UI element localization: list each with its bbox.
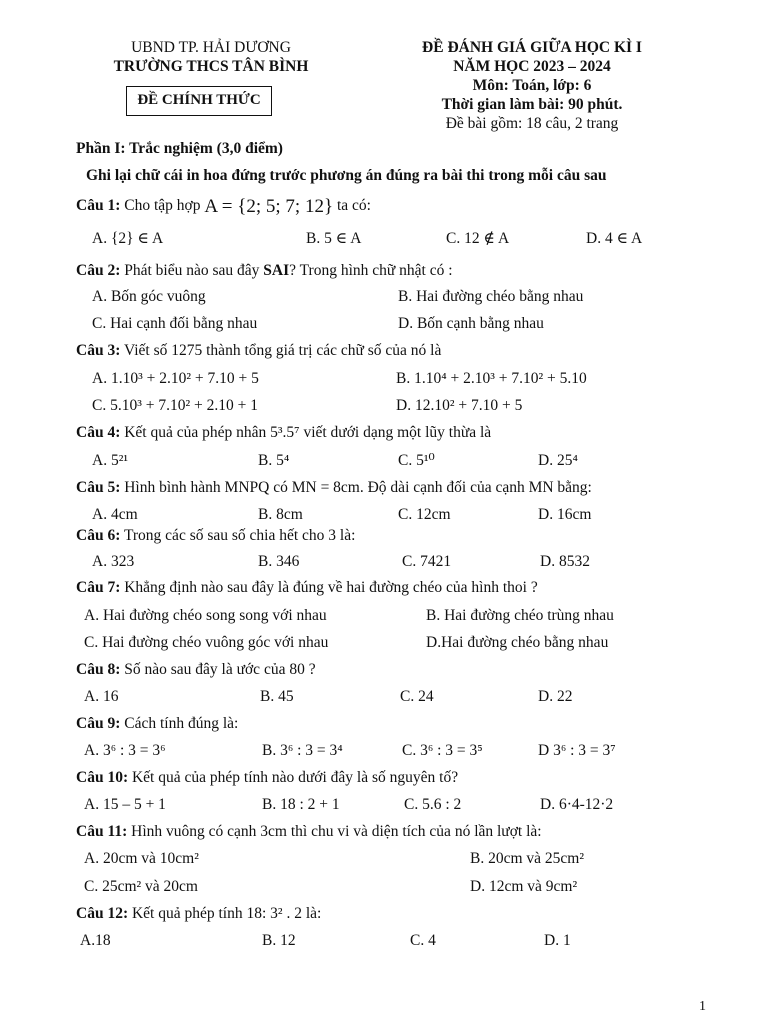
- exam-duration: Thời gian làm bài: 90 phút.: [441, 96, 623, 113]
- question-2-options-row2: [0, 313, 768, 335]
- option-c: C. 24: [400, 688, 434, 705]
- option-c: C. 12cm: [398, 506, 451, 523]
- option-a: A. 323: [92, 553, 135, 570]
- question-10-stem: Câu 10: Kết quả của phép tính nào dưới đây là số nguyên tố?: [76, 769, 459, 786]
- option-c: C. Hai cạnh đối bằng nhau: [92, 315, 258, 332]
- subject-grade: Môn: Toán, lớp: 6: [472, 77, 592, 94]
- question-6-stem: Câu 6: Trong các số sau số chia hết cho 3 là:: [76, 527, 356, 544]
- question-label: Câu 11:: [76, 823, 128, 840]
- option-b: B. 20cm và 25cm²: [470, 850, 584, 867]
- question-9-options: [0, 740, 768, 762]
- section-title-row: [0, 138, 768, 160]
- option-a: A. Hai đường chéo song song với nhau: [84, 607, 327, 624]
- page-number: 1: [699, 999, 706, 1014]
- option-b: B. 346: [258, 553, 300, 570]
- question-3: [0, 340, 768, 362]
- option-a: A. {2} ∈ A: [92, 230, 164, 247]
- option-a: A. 3⁶ : 3 = 3⁶: [84, 742, 166, 759]
- question-11-options-row1: [0, 848, 768, 870]
- question-7: [0, 577, 768, 599]
- option-c: C. Hai đường chéo vuông góc với nhau: [84, 634, 329, 651]
- question-label: Câu 1:: [76, 197, 121, 214]
- option-c: C. 7421: [402, 553, 452, 570]
- question-5-stem: Câu 5: Hình bình hành MNPQ có MN = 8cm. Độ dài cạnh đối của cạnh MN bằng:: [76, 479, 592, 496]
- question-12: [0, 903, 768, 925]
- question-8: [0, 659, 768, 681]
- option-a: A. Bốn góc vuông: [92, 288, 206, 305]
- question-7-options-row1: [0, 605, 768, 627]
- option-c: C. 3⁶ : 3 = 3⁵: [402, 742, 483, 759]
- option-c: C. 12 ∉ A: [446, 230, 510, 247]
- school-name: TRƯỜNG THCS TÂN BÌNH: [113, 58, 309, 75]
- option-b: B. 1.10⁴ + 2.10³ + 7.10² + 5.10: [396, 370, 587, 387]
- option-c: C. 25cm² và 20cm: [84, 878, 198, 895]
- exam-title: ĐỀ ĐÁNH GIÁ GIỮA HỌC KÌ I: [422, 39, 642, 56]
- option-d: D. 22: [538, 688, 573, 705]
- option-d: D. 6·4-12·2: [540, 796, 614, 813]
- option-a: A. 15 – 5 + 1: [84, 796, 166, 813]
- question-9-stem: Câu 9: Cách tính đúng là:: [76, 715, 239, 732]
- option-c: C. 4: [410, 932, 436, 949]
- question-9: [0, 713, 768, 735]
- question-label: Câu 6:: [76, 527, 121, 544]
- question-8-stem: Câu 8: Số nào sau đây là ước của 80 ?: [76, 661, 316, 678]
- question-10-options: [0, 794, 768, 816]
- option-c: C. 5¹⁰: [398, 452, 435, 469]
- question-11: [0, 821, 768, 843]
- option-d: D 3⁶ : 3 = 3⁷: [538, 742, 616, 759]
- option-a: A. 1.10³ + 2.10² + 7.10 + 5: [92, 370, 259, 387]
- question-label: Câu 12:: [76, 905, 129, 922]
- option-a: A. 20cm và 10cm²: [84, 850, 199, 867]
- question-12-options: [0, 930, 768, 952]
- question-1: [0, 195, 768, 217]
- question-6: [0, 525, 768, 547]
- option-d: D. 1: [544, 932, 571, 949]
- option-d: D. 12.10² + 7.10 + 5: [396, 397, 523, 414]
- header-left: [70, 38, 352, 76]
- instruction-row: [0, 165, 768, 187]
- option-c: C. 5.6 : 2: [404, 796, 462, 813]
- option-b: B. 5⁴: [258, 452, 290, 469]
- question-8-options: [0, 686, 768, 708]
- option-b: B. 5 ∈ A: [306, 230, 362, 247]
- question-2-stem: Câu 2: Phát biểu nào sau đây SAI? Trong hình chữ nhật có :: [76, 262, 453, 279]
- question-11-stem: Câu 11: Hình vuông có cạnh 3cm thì chu vi và diện tích của nó lần lượt là:: [76, 823, 542, 840]
- option-b: B. 3⁶ : 3 = 3⁴: [262, 742, 343, 759]
- header-right: [382, 38, 682, 133]
- question-3-options-row1: [0, 368, 768, 390]
- option-a: A.18: [80, 932, 111, 949]
- option-d: D.Hai đường chéo bằng nhau: [426, 634, 609, 651]
- option-d: D. Bốn cạnh bằng nhau: [398, 315, 544, 332]
- question-label: Câu 5:: [76, 479, 121, 496]
- authority-name: UBND TP. HẢI DƯƠNG: [131, 39, 291, 56]
- option-c: C. 5.10³ + 7.10² + 2.10 + 1: [92, 397, 258, 414]
- question-label: Câu 9:: [76, 715, 121, 732]
- question-1-stem: Câu 1: Cho tập hợp A = {2; 5; 7; 12} ta có:: [76, 196, 371, 217]
- question-10: [0, 767, 768, 789]
- option-b: B. 12: [262, 932, 296, 949]
- question-1-options: [0, 228, 768, 250]
- exam-structure: Đề bài gồm: 18 câu, 2 trang: [445, 115, 619, 132]
- question-label: Câu 7:: [76, 579, 121, 596]
- school-year: NĂM HỌC 2023 – 2024: [453, 58, 611, 75]
- option-b: B. Hai đường chéo trùng nhau: [426, 607, 614, 624]
- option-d: D. 12cm và 9cm²: [470, 878, 578, 895]
- option-a: A. 16: [84, 688, 119, 705]
- question-7-stem: Câu 7: Khẳng định nào sau đây là đúng về hai đường chéo của hình thoi ?: [76, 579, 538, 596]
- question-4-stem: Câu 4: Kết quả của phép nhân 5³.5⁷ viết dưới dạng một lũy thừa là: [76, 424, 492, 441]
- option-a: A. 4cm: [92, 506, 138, 523]
- question-12-stem: Câu 12: Kết quả phép tính 18: 3² . 2 là:: [76, 905, 322, 922]
- option-d: D. 8532: [540, 553, 590, 570]
- option-d: D. 25⁴: [538, 452, 578, 469]
- set-notation: A = {2; 5; 7; 12}: [204, 196, 334, 217]
- option-b: B. 45: [260, 688, 294, 705]
- official-label-box: ĐỀ CHÍNH THỨC: [126, 86, 272, 116]
- question-label: Câu 8:: [76, 661, 121, 678]
- option-b: B. 18 : 2 + 1: [262, 796, 340, 813]
- question-6-options: [0, 551, 768, 573]
- question-3-options-row2: [0, 395, 768, 417]
- option-d: D. 16cm: [538, 506, 592, 523]
- option-d: D. 4 ∈ A: [586, 230, 643, 247]
- question-2-options-row1: [0, 286, 768, 308]
- question-label: Câu 10:: [76, 769, 129, 786]
- section-title: Phần I: Trắc nghiệm (3,0 điểm): [76, 140, 283, 157]
- question-7-options-row2: [0, 632, 768, 654]
- question-5: [0, 477, 768, 499]
- option-b: B. 8cm: [258, 506, 303, 523]
- question-2: [0, 260, 768, 282]
- question-4: [0, 422, 768, 444]
- option-a: A. 5²¹: [92, 452, 128, 469]
- option-b: B. Hai đường chéo bằng nhau: [398, 288, 584, 305]
- question-label: Câu 4:: [76, 424, 121, 441]
- question-label: Câu 2:: [76, 262, 121, 279]
- question-5-options: [0, 504, 768, 526]
- question-label: Câu 3:: [76, 342, 121, 359]
- question-4-options: [0, 450, 768, 472]
- question-3-stem: Câu 3: Viết số 1275 thành tổng giá trị các chữ số của nó là: [76, 342, 442, 359]
- question-11-options-row2: [0, 876, 768, 898]
- section-instruction: Ghi lại chữ cái in hoa đứng trước phương án đúng ra bài thi trong mỗi câu sau: [86, 167, 607, 184]
